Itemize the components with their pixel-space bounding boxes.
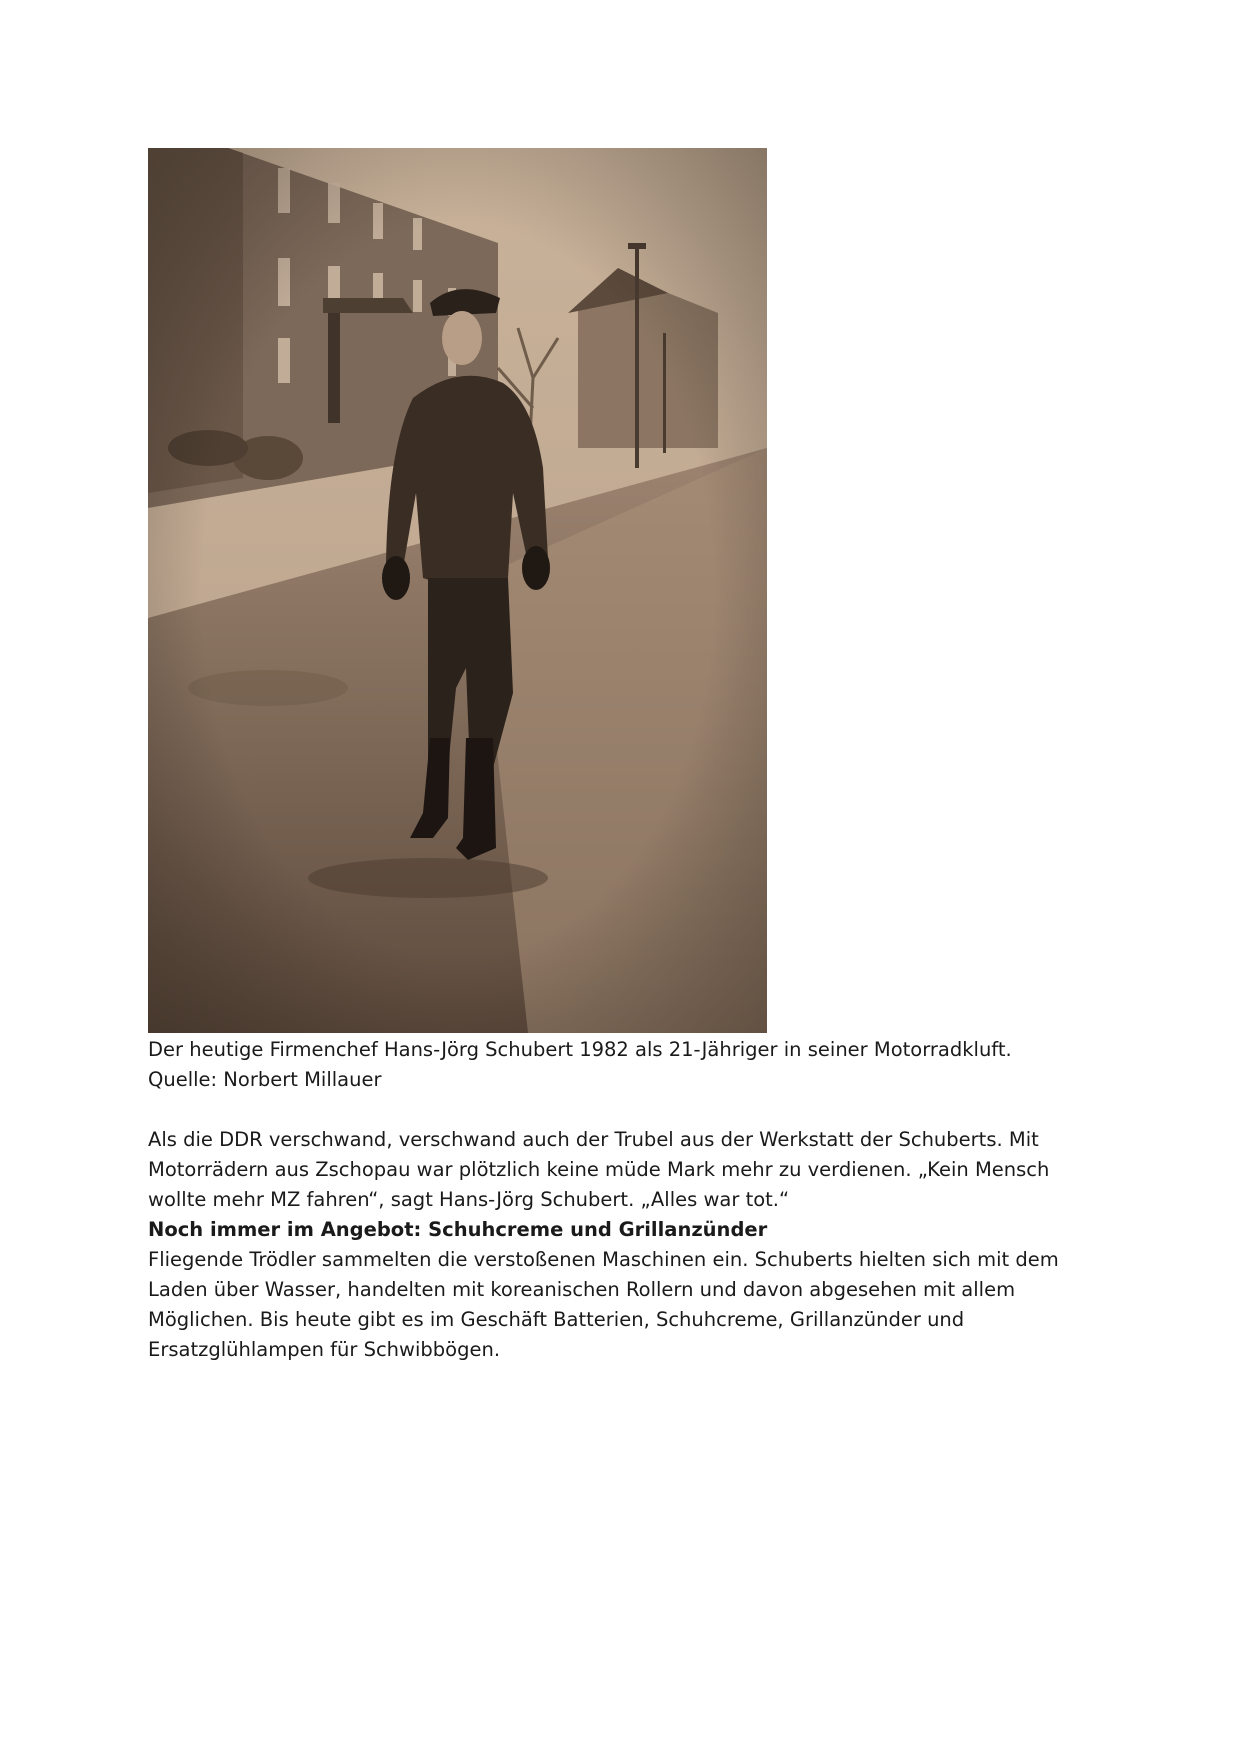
- historic-photograph: [148, 148, 767, 1033]
- caption-text: Der heutige Firmenchef Hans-Jörg Schubert 1982 als 21-Jähriger in seiner Motorradkluft.: [148, 1038, 1012, 1061]
- paragraph-2: Fliegende Trödler sammelten die verstoßenen Maschinen ein. Schuberts hielten sich mit dem Laden über Wasser, handelten mit koreanischen Rollern und davon abgesehen mit allem Möglichen. Bis heute gibt es im Geschäft Batterien, Schuhcreme, Grillanzünder und Ersatzglühlampen für Schwibbögen.: [148, 1248, 1059, 1361]
- caption-source: Quelle: Norbert Millauer: [148, 1068, 382, 1091]
- photo-caption: [148, 1035, 1098, 1095]
- subheading: Noch immer im Angebot: Schuhcreme und Grillanzünder: [148, 1218, 768, 1241]
- paragraph-1: Als die DDR verschwand, verschwand auch der Trubel aus der Werkstatt der Schuberts. Mit Motorrädern aus Zschopau war plötzlich keine müde Mark mehr zu verdienen. „Kein Mensch wollte mehr MZ fahren“, sagt Hans-Jörg Schubert. „Alles war tot.“: [148, 1128, 1050, 1211]
- article-body: [148, 1125, 1098, 1365]
